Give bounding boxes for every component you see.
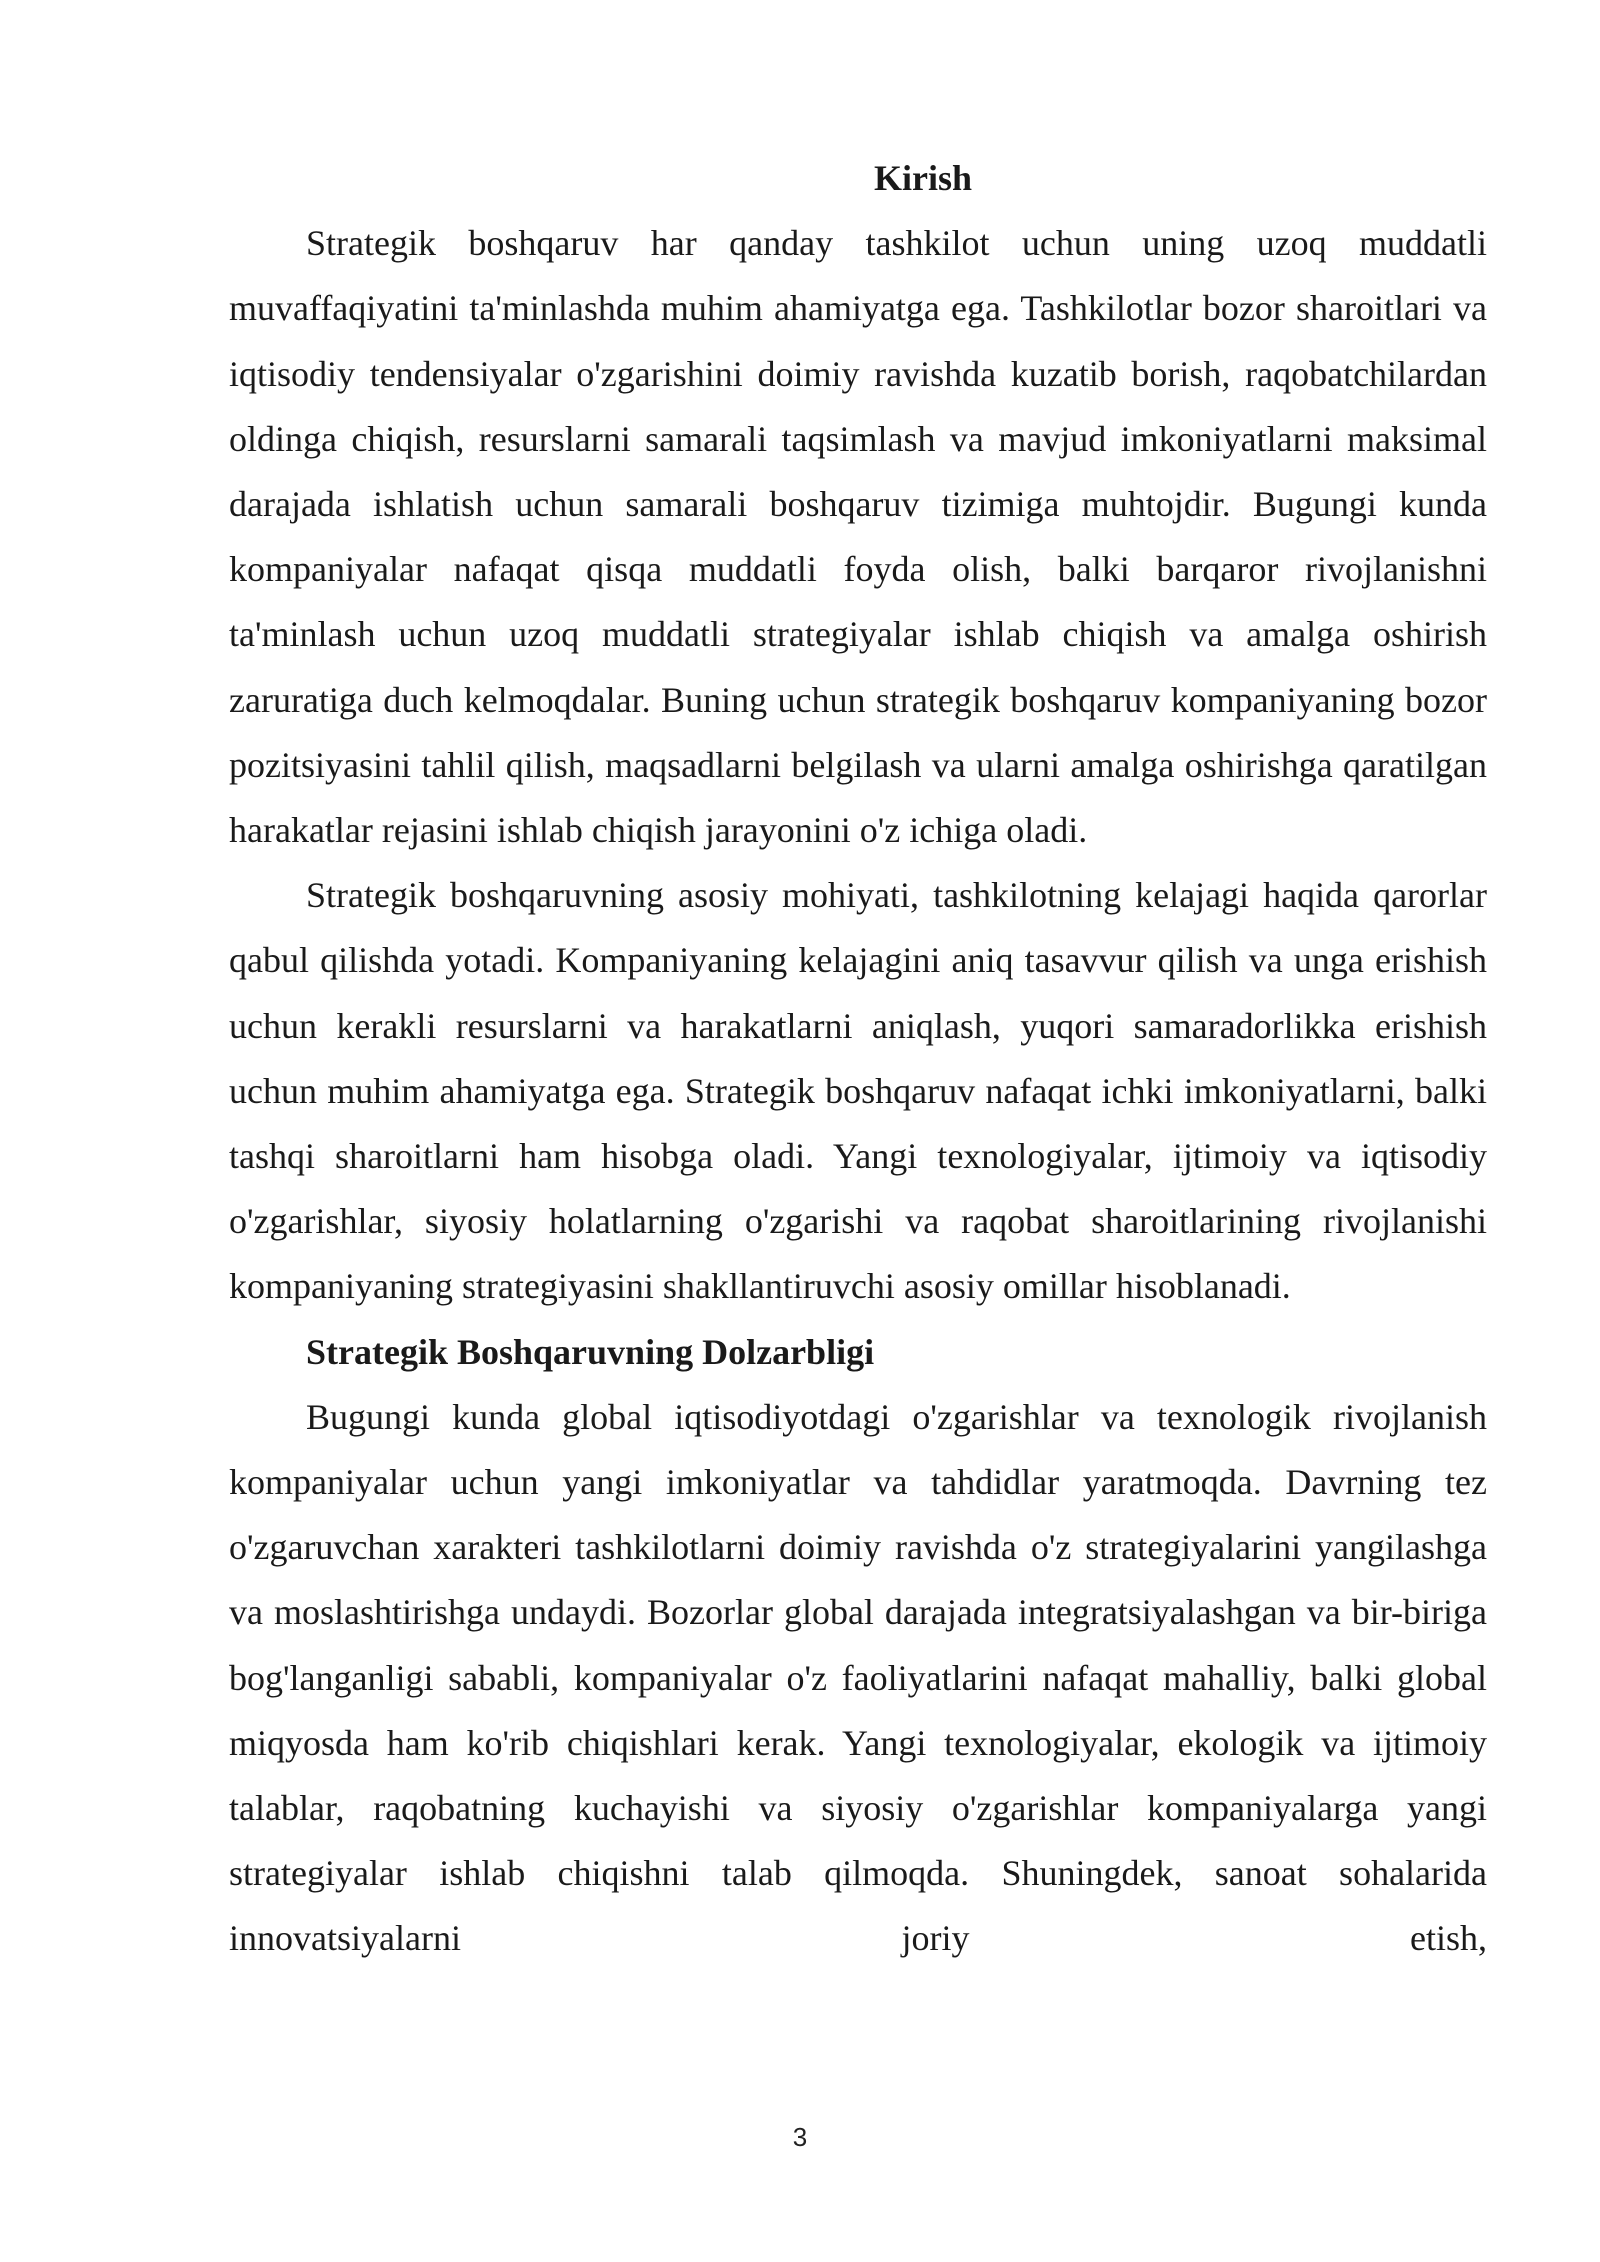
page-title: Kirish (873, 158, 972, 198)
page-body (229, 146, 1487, 1972)
paragraph-essence: Strategik boshqaruvning asosiy mohiyati, tashkilotning kelajagi haqida qarorlar qabul qilishda yotadi. Kompaniyaning kelajagini aniq tasavvur qilish va unga erishish uchun kerakli resurslarni va harakatlarni aniqlash, yuqori samaradorlikka erishish uchun muhim ahamiyatga ega. Strategik boshqaruv nafaqat ichki imkoniyatlarni, balki tashqi sharoitlarni ham hisobga oladi. Yangi texnologiyalar, ijtimoiy va iqtisodiy o'zgarishlar, siyosiy holatlarning o'zgarishi va raqobat sharoitlarining rivojlanishi kompaniyaning strategiyasini shakllantiruvchi asosiy omillar hisoblanadi. (229, 875, 1487, 1307)
section-heading: Strategik Boshqaruvning Dolzarbligi (306, 1331, 875, 1372)
paragraph-relevance: Bugungi kunda global iqtisodiyotdagi o'zgarishlar va texnologik rivojlanish kompaniyalar uchun yangi imkoniyatlar va tahdidlar yaratmoqda. Davrning tez o'zgaruvchan xarakteri tashkilotlarni doimiy ravishda o'z strategiyalarini yangilashga va moslashtirishga undaydi. Bozorlar global darajada integratsiyalashgan va bir-biriga bog'langanligi sababli, kompaniyalar o'z faoliyatlarini nafaqat mahalliy, balki global miqyosda ham ko'rib chiqishlari kerak. Yangi texnologiyalar, ekologik va ijtimoiy talablar, raqobatning kuchayishi va siyosiy o'zgarishlar kompaniyalarga yangi strategiyalar ishlab chiqishni talab qilmoqda. Shuningdek, sanoat sohalarida innovatsiyalarni joriy etish, (229, 1396, 1487, 1959)
paragraph-intro: Strategik boshqaruv har qanday tashkilot uchun uning uzoq muddatli muvaffaqiyatini ta'minlashda muhim ahamiyatga ega. Tashkilotlar bozor sharoitlari va iqtisodiy tendensiyalar o'zgarishini doimiy ravishda kuzatib borish, raqobatchilardan oldinga chiqish, resurslarni samarali taqsimlash va mavjud imkoniyatlarni maksimal darajada ishlatish uchun samarali boshqaruv tizimiga muhtojdir. Bugungi kunda kompaniyalar nafaqat qisqa muddatli foyda olish, balki barqaror rivojlanishni ta'minlash uchun uzoq muddatli strategiyalar ishlab chiqish va amalga oshirish zaruratiga duch kelmoqdalar. Buning uchun strategik boshqaruv kompaniyaning bozor pozitsiyasini tahlil qilish, maqsadlarni belgilash va ularni amalga oshirishga qaratilgan harakatlar rejasini ishlab chiqish jarayonini o'z ichiga oladi. (229, 223, 1487, 851)
page-number: 3 (792, 2122, 808, 2152)
